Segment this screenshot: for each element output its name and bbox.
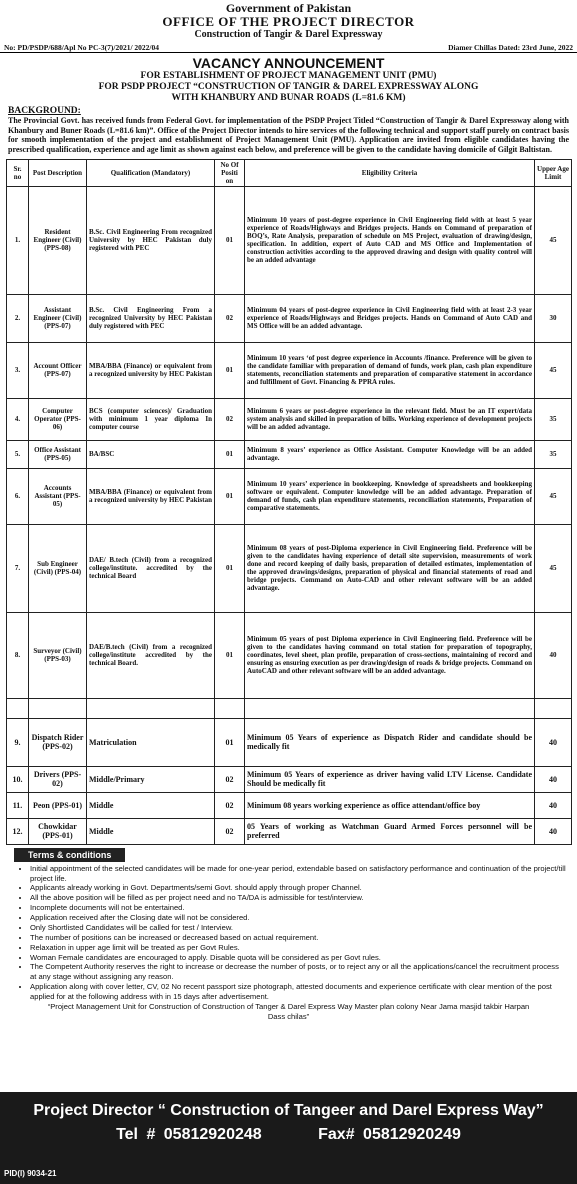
project-name: Construction of Tangir & Darel Expressway	[194, 29, 383, 41]
col-positions: No Of Positi on	[215, 159, 245, 186]
list-item: • Incomplete documents will not be entertained.	[30, 903, 567, 913]
fax-number: Fax# 05812920249	[318, 1126, 461, 1143]
cell-post: Drivers (PPS-02)	[29, 766, 87, 792]
subtitle-line-3: WITH KHANBURY AND BUNAR ROADS (L=81.6 KM)	[171, 93, 406, 104]
application-address: “Project Management Unit for Construction of Construction of Tanger & Darel Express Way Master plan colony Near Jama masjid takbir Harpan Dass chilas”	[47, 1001, 530, 1021]
cell-qualification: Middle	[87, 792, 215, 818]
cell-eligibility: Minimum 04 years of post-degree experience in Civil Engineering field with at least 2-3 year experience of Roads/Highways and Bridges projects. Hands on Command of Auto CAD and MS Office will be an added advantage.	[245, 294, 535, 342]
cell-sr: 9.	[7, 718, 29, 766]
reference-number: No: PD/PSDP/688/Apl No PC-3(7)/2021/ 2022/04	[4, 43, 159, 53]
list-item: • Application along with cover letter, CV, 02 No recent passport size photograph, attested documents and experience certificate with clear mention of the post applied for at the following address with in 15 days after advertisement.	[30, 982, 567, 1002]
cell-sr: 12.	[7, 818, 29, 844]
cell-post: Sub Engineer (Civil) (PPS-04)	[29, 524, 87, 612]
cell-positions: 01	[215, 718, 245, 766]
cell-qualification: BCS (computer sciences)/ Graduation with minimum 1 year diploma In computer course	[87, 398, 215, 440]
subtitle	[0, 71, 577, 104]
table-row	[7, 468, 572, 524]
cell-age: 40	[535, 612, 572, 698]
cell-positions: 02	[215, 766, 245, 792]
cell-age: 40	[535, 766, 572, 792]
cell-qualification: Middle/Primary	[87, 766, 215, 792]
table-row	[7, 186, 572, 294]
cell-age: 45	[535, 524, 572, 612]
background-text: The Provincial Govt. has received funds from Federal Govt. for implementation of the PSDP Project Titled “Construction of Tangir & Darel Expressway along with Khanbury and Buner Roads (L=81.6 km)”. Office of the Project Director intends to hire services of the following technical and support staff purely on contract basis for smooth implementation of the project and establishment of Project Management Unit (PMU). Application are invited from eligible candidates having the prescribed qualification, experience and age limit as shown against each below, and preference will be given to the candidate having domicile of Gilgit Baltistan.	[8, 116, 569, 155]
cell-post: Assistant Engineer (Civil) (PPS-07)	[29, 294, 87, 342]
cell-positions: 01	[215, 440, 245, 468]
cell-eligibility: Minimum 10 years ‘of post degree experience in Accounts /finance. Preference will be given to the candidate familiar with preparation of demand of funds, work plan, cash plan expenditure statements, reconciliation statements and preparation of comparative statement in accordance and fulfillment of Govt. Financing & PPRA rules.	[245, 342, 535, 398]
cell-sr: 10.	[7, 766, 29, 792]
cell-qualification: DAE/ B.tech (Civil) from a recognized college/institute. accredited by the technical Board	[87, 524, 215, 612]
cell-post: Accounts Assistant (PPS-05)	[29, 468, 87, 524]
vacancy-advertisement	[0, 2, 577, 1184]
cell-qualification: B.Sc. Civil Engineering From recognized University by HEC Pakistan duly registered with PEC	[87, 186, 215, 294]
col-sr: Sr. no	[7, 159, 29, 186]
cell-eligibility: Minimum 05 Years of experience as Dispatch Rider and candidate should be medically fit	[245, 718, 535, 766]
cell-post: Account Officer (PPS-07)	[29, 342, 87, 398]
reference-row	[0, 40, 577, 53]
table-row	[7, 612, 572, 698]
cell-age: 45	[535, 468, 572, 524]
cell-positions: 01	[215, 186, 245, 294]
list-item: • Only Shortlisted Candidates will be called for test / Interview.	[30, 923, 567, 933]
col-post: Post Description	[29, 159, 87, 186]
cell-qualification: Middle	[87, 818, 215, 844]
cell-sr: 11.	[7, 792, 29, 818]
cell-qualification: BA/BSC	[87, 440, 215, 468]
cell-post: Chowkidar (PPS-01)	[29, 818, 87, 844]
pid-number: PID(I) 9034-21	[4, 1169, 57, 1178]
table-row	[7, 398, 572, 440]
cell-sr: 8.	[7, 612, 29, 698]
vacancy-table	[6, 159, 572, 845]
list-item: • Application received after the Closing date will not be considered.	[30, 913, 567, 923]
cell-post: Surveyor (Civil) (PPS-03)	[29, 612, 87, 698]
subtitle-line-2: FOR PSDP PROJECT “CONSTRUCTION OF TANGIR & DAREL EXPRESSWAY ALONG	[98, 82, 479, 93]
cell-age: 45	[535, 186, 572, 294]
list-item: • Applicants already working in Govt. Departments/semi Govt. should apply through proper Channel.	[30, 883, 567, 893]
cell-eligibility: Minimum 6 years or post-degree experience in the relevant field. Must be an IT expert/data system analysis and skilled in preparation of bills. Working experience of development projects will be an added advantage.	[245, 398, 535, 440]
cell-qualification: B.Sc. Civil Engineering From a recognized University by HEC Pakistan duly registered with PEC	[87, 294, 215, 342]
cell-sr: 6.	[7, 468, 29, 524]
cell-eligibility: Minimum 05 Years of experience as driver having valid LTV License. Candidate Should be medically fit	[245, 766, 535, 792]
list-item: • Woman Female candidates are encouraged to apply. Disable quota will be considered as per Govt rules.	[30, 953, 567, 963]
cell-qualification: MBA/BBA (Finance) or equivalent from a recognized university by HEC Pakistan	[87, 468, 215, 524]
cell-sr: 1.	[7, 186, 29, 294]
cell-post: Dispatch Rider (PPS-02)	[29, 718, 87, 766]
cell-age: 35	[535, 398, 572, 440]
cell-positions: 01	[215, 524, 245, 612]
table-row	[7, 718, 572, 766]
cell-age: 35	[535, 440, 572, 468]
cell-qualification: Matriculation	[87, 718, 215, 766]
footer-contact-numbers	[0, 1126, 577, 1144]
list-item: • The Competent Authority reserves the right to increase or decrease the number of posts, or to reject any or all the applications/cancel the recruitment process at any stage without assigning any reason.	[30, 962, 567, 982]
col-qualification: Qualification (Mandatory)	[87, 159, 215, 186]
table-row	[7, 342, 572, 398]
table-row	[7, 524, 572, 612]
cell-age: 40	[535, 718, 572, 766]
office-name: OFFICE OF THE PROJECT DIRECTOR	[162, 14, 415, 30]
cell-qualification: MBA/BBA (Finance) or equivalent from a recognized university by HEC Pakistan	[87, 342, 215, 398]
cell-positions: 01	[215, 342, 245, 398]
cell-post: Peon (PPS-01)	[29, 792, 87, 818]
letterhead	[0, 2, 577, 40]
table-row	[7, 766, 572, 792]
table-row	[7, 294, 572, 342]
table-header-row	[7, 159, 572, 186]
list-item: • All the above position will be filled as per project need and no TA/DA is admissible for test/interview.	[30, 893, 567, 903]
cell-eligibility: Minimum 10 years of post-degree experience in Civil Engineering field with at least 5 year experience of Roads/Highways and Bridges projects. Hands on Command of preparation of BOQ’s, Rate Analysis, preparation of schedule on MS Project, evaluation of drawing/design, specification. In addition, expert of Auto CAD and MS Office and Implementation of construction activities according to the approved drawing and design with quality control will be an added advantage	[245, 186, 535, 294]
list-item: • Initial appointment of the selected candidates will be made for one-year period, extendable based on satisfactory performance and continuation of the project/till project life.	[30, 864, 567, 884]
cell-positions: 02	[215, 398, 245, 440]
cell-positions: 02	[215, 294, 245, 342]
cell-positions: 01	[215, 612, 245, 698]
cell-sr: 2.	[7, 294, 29, 342]
cell-post: Resident Engineer (Civil) (PPS-08)	[29, 186, 87, 294]
contact-footer	[0, 1092, 577, 1184]
cell-sr: 5.	[7, 440, 29, 468]
cell-positions: 02	[215, 792, 245, 818]
footer-project-director: Project Director “ Construction of Tangeer and Darel Express Way”	[33, 1102, 544, 1119]
cell-age: 40	[535, 818, 572, 844]
telephone-number: Tel # 05812920248	[116, 1126, 262, 1143]
cell-age: 40	[535, 792, 572, 818]
cell-age: 30	[535, 294, 572, 342]
cell-post: Office Assistant (PPS-05)	[29, 440, 87, 468]
cell-age: 45	[535, 342, 572, 398]
cell-sr: 3.	[7, 342, 29, 398]
table-row	[7, 818, 572, 844]
cell-eligibility: Minimum 08 years of post-Diploma experience in Civil Engineering field. Preference will be given to the candidates having experience of detail site supervision, measurements of work done and record keeping of daily basis, preparation of detailed estimates, implementation of the approved drawings/designs, preparation of physical and financial statements of road and bridge projects. Command on Auto-CAD and other relevant software will be an added advantage.	[245, 524, 535, 612]
page-title: VACANCY ANNOUNCEMENT	[192, 55, 385, 72]
cell-sr: 7.	[7, 524, 29, 612]
cell-eligibility: Minimum 8 years’ experience as Office Assistant. Computer Knowledge will be an added advantage.	[245, 440, 535, 468]
col-age: Upper Age Limit	[535, 159, 572, 186]
date-line: Diamer Chillas Dated: 23rd June, 2022	[448, 43, 573, 53]
spacer-row	[7, 698, 572, 718]
cell-positions: 01	[215, 468, 245, 524]
cell-eligibility: Minimum 08 years working experience as office attendant/office boy	[245, 792, 535, 818]
cell-sr: 4.	[7, 398, 29, 440]
background-heading: BACKGROUND:	[8, 106, 81, 117]
cell-eligibility: 05 Years of working as Watchman Guard Armed Forces personnel will be preferred	[245, 818, 535, 844]
govt-name: Government of Pakistan	[225, 1, 352, 15]
terms-heading: Terms & conditions	[14, 848, 125, 862]
cell-positions: 02	[215, 818, 245, 844]
cell-post: Computer Operator (PPS-06)	[29, 398, 87, 440]
list-item: • The number of positions can be increased or decreased based on actual requirement.	[30, 933, 567, 943]
col-eligibility: Eligibility Criteria	[245, 159, 535, 186]
subtitle-line-1: FOR ESTABLISHMENT OF PROJECT MANAGEMENT UNIT (PMU)	[140, 71, 437, 82]
table-row	[7, 792, 572, 818]
terms-list	[30, 864, 567, 1002]
cell-eligibility: Minimum 05 years of post Diploma experience in Civil Engineering field. Preference will be given to the candidates having command on total station for preparation of topography, coordinates, level sheet, plan profile, preparation of cross-sections, maintaining of record and ensuring as ensuring execution as per drawing/design of roads & bridge projects. Command on AutoCAD and other relevant software will be an added advantage.	[245, 612, 535, 698]
list-item: • Relaxation in upper age limit will be treated as per Govt Rules.	[30, 943, 567, 953]
cell-eligibility: Minimum 10 years’ experience in bookkeeping. Knowledge of spreadsheets and bookkeeping software or equivalent. Computer knowledge will be an added advantage. Preparation of demand of funds, cash plan expenditure statements, reconciliation statements, Preparation of comparative statements.	[245, 468, 535, 524]
table-row	[7, 440, 572, 468]
cell-qualification: DAE/B.tech (Civil) from a recognized college/institute accredited by the technical Board.	[87, 612, 215, 698]
